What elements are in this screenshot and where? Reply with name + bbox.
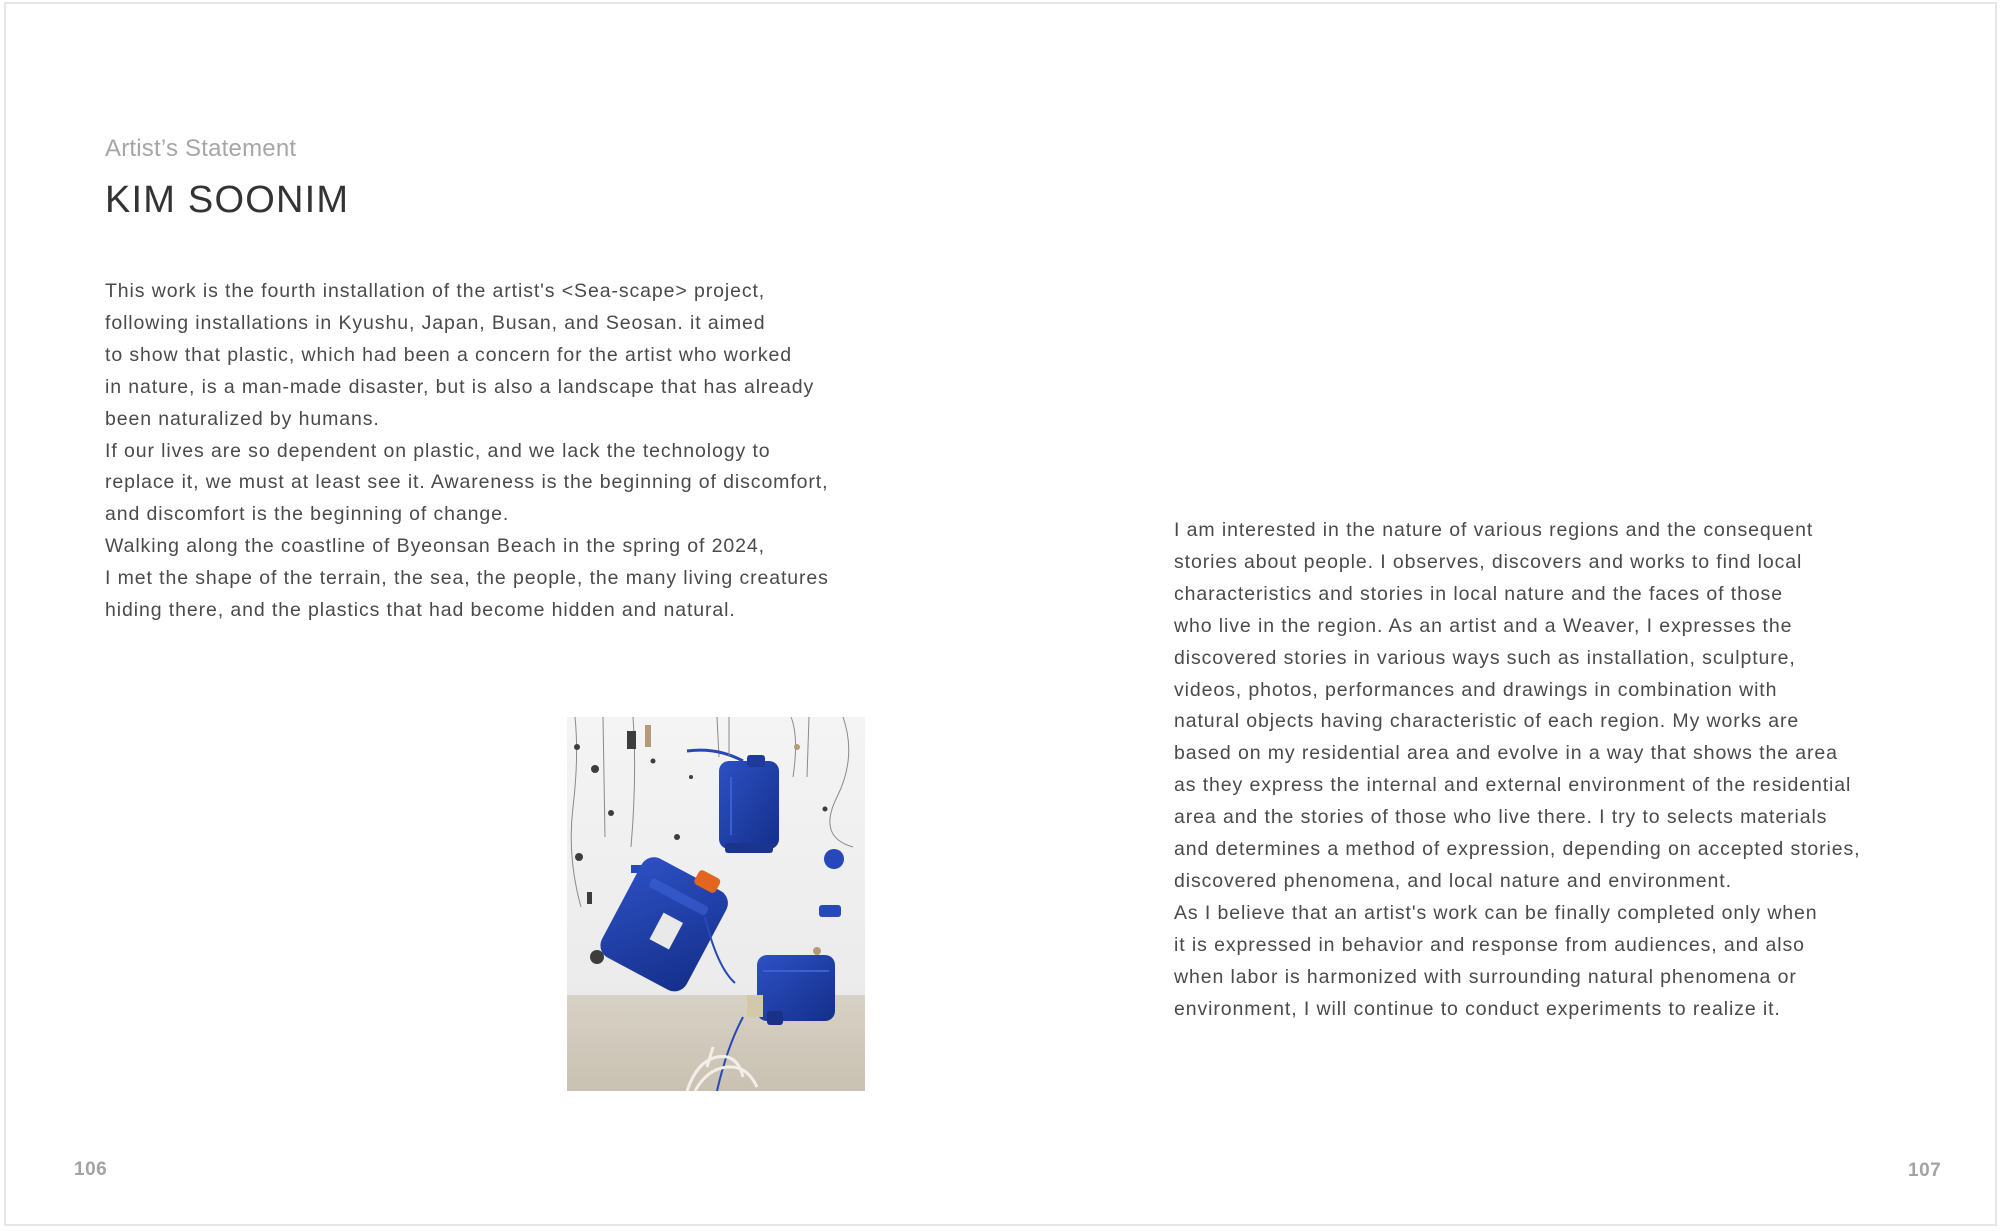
statement-line: to show that plastic, which had been a concern for the artist who worked <box>105 343 792 366</box>
statement-line: natural objects having characteristic of each region. My works are <box>1174 710 1800 733</box>
artist-name-heading: KIM SOONIM <box>105 179 350 221</box>
statement-line: I am interested in the nature of various regions and the consequent <box>1174 519 1814 541</box>
statement-line: and determines a method of expression, depending on accepted stories, <box>1174 838 1861 861</box>
left-statement <box>105 276 829 627</box>
book-spread <box>4 2 1997 1226</box>
statement-line: area and the stories of those who live there. I try to selects materials <box>1174 806 1828 829</box>
statement-line: characteristics and stories in local nature and the faces of those <box>1174 582 1783 605</box>
statement-line: hiding there, and the plastics that had become hidden and natural. <box>105 599 736 622</box>
statement-line: As I believe that an artist's work can be finally completed only when <box>1174 901 1818 924</box>
statement-line: discovered phenomena, and local nature and environment. <box>1174 869 1732 892</box>
right-statement <box>1174 515 1861 1026</box>
statement-line: following installations in Kyushu, Japan, Busan, and Seosan. it aimed <box>105 311 766 334</box>
statement-line: Walking along the coastline of Byeonsan Beach in the spring of 2024, <box>105 535 765 558</box>
statement-line: in nature, is a man-made disaster, but is also a landscape that has already <box>105 375 815 398</box>
statement-line: based on my residential area and evolve in a way that shows the area <box>1174 742 1838 765</box>
installation-photo <box>567 717 865 1091</box>
statement-line: when labor is harmonized with surrounding natural phenomena or <box>1174 965 1797 988</box>
statement-line: been naturalized by humans. <box>105 407 380 430</box>
statement-line: who live in the region. As an artist and a Weaver, I expresses the <box>1174 614 1793 637</box>
statement-line: and discomfort is the beginning of change. <box>105 503 510 526</box>
statement-line: discovered stories in various ways such as installation, sculpture, <box>1174 646 1796 669</box>
page-number-left: 106 <box>74 1159 108 1180</box>
statement-line: replace it, we must at least see it. Awareness is the beginning of discomfort, <box>105 471 829 494</box>
statement-line: This work is the fourth installation of the artist's <Sea-scape> project, <box>105 280 766 302</box>
section-eyebrow: Artist’s Statement <box>105 135 297 162</box>
statement-line: as they express the internal and external environment of the residential <box>1174 774 1852 797</box>
statement-line: videos, photos, performances and drawings in combination with <box>1174 678 1778 701</box>
statement-line: it is expressed in behavior and response from audiences, and also <box>1174 933 1805 956</box>
statement-line: environment, I will continue to conduct experiments to realize it. <box>1174 997 1781 1020</box>
page-number-right: 107 <box>1908 1160 1942 1181</box>
statement-line: stories about people. I observes, discovers and works to find local <box>1174 550 1803 573</box>
statement-line: I met the shape of the terrain, the sea, the people, the many living creatures <box>105 567 829 590</box>
statement-line: If our lives are so dependent on plastic, and we lack the technology to <box>105 439 771 462</box>
